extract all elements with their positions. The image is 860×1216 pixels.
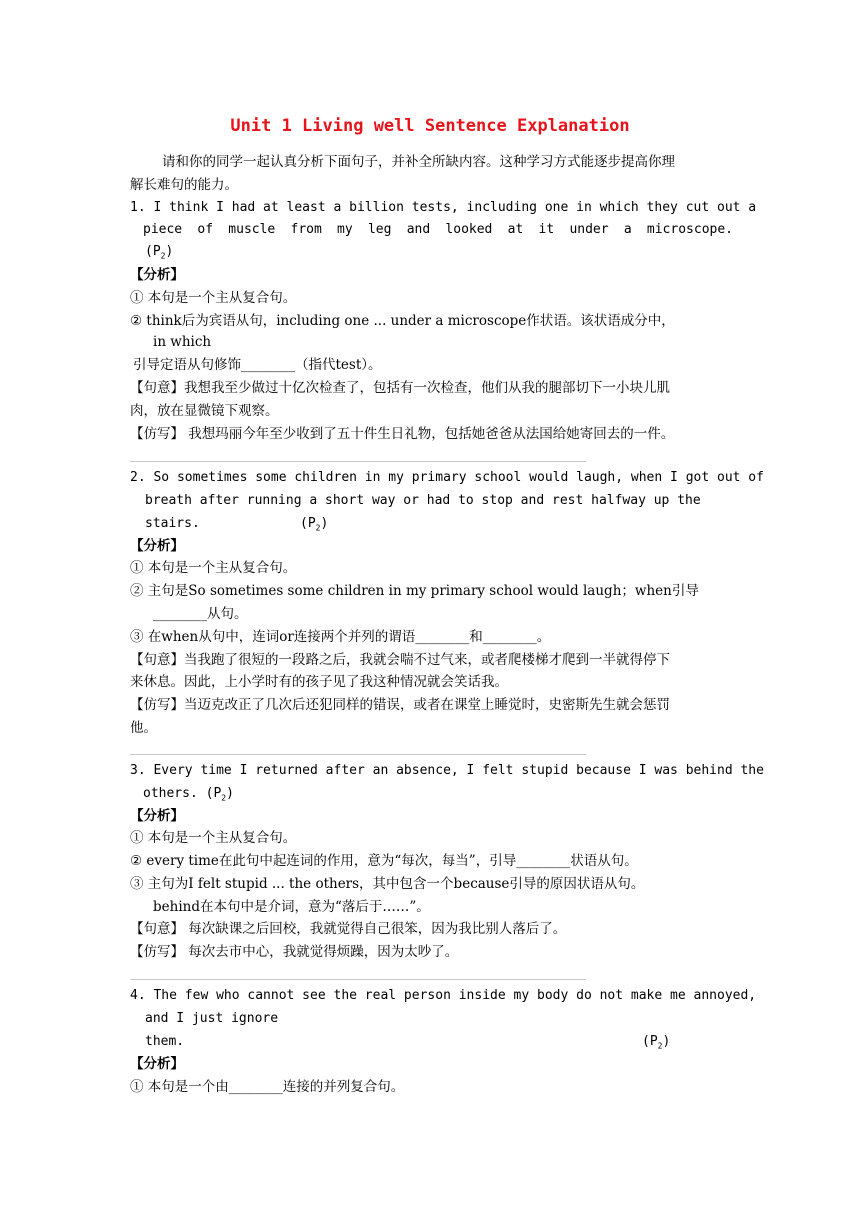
s1-analysis-4: 引导定语从句修饰________（指代test）。 [133, 357, 382, 373]
s2-analysis-4: ③ 在when从句中，连词or连接两个并列的谓语________和________。 [130, 629, 551, 645]
s1-analysis-heading: 【分析】 [130, 267, 184, 283]
s1-analysis-3: in which [153, 334, 212, 350]
divider-2 [130, 754, 586, 755]
s1-page-ref: $(P_2)$ [145, 244, 174, 261]
s2-meaning-2: 来休息。因此，上小学时有的孩子见了我这种情况就会笑话我。 [130, 674, 508, 690]
s2-analysis-1: ① 本句是一个主从复合句。 [130, 560, 297, 576]
s1-analysis-2: ② think后为宾语从句，including one ... under a microscope作状语。该状语成分中， [130, 313, 675, 329]
s2-imitate-2: 他。 [130, 720, 157, 736]
intro-line-2: 解长难句的能力。 [130, 177, 238, 193]
s2-analysis-2: ② 主句是So sometimes some children in my primary school would laugh；when引导 [130, 583, 699, 599]
s1-analysis-1: ① 本句是一个主从复合句。 [130, 290, 297, 306]
document-title: Unit 1 Living well Sentence Explanation [230, 116, 630, 136]
s4-sentence-line-1: 4. The few who cannot see the real person inside my body do not make me annoyed, [130, 988, 757, 1003]
s2-meaning: 【句意】当我跑了很短的一段路之后，我就会喘不过气来，或者爬楼梯才爬到一半就得停下 [130, 652, 670, 668]
s1-sentence-line-1: 1. I think I had at least a billion tests, including one in which they cut out a [130, 200, 757, 215]
s3-analysis-3: ③ 主句为I felt stupid ... the others，其中包含一个because引导的原因状语从句。 [130, 876, 645, 892]
s3-analysis-heading: 【分析】 [130, 808, 184, 824]
s3-sentence-line-1: 3. Every time I returned after an absence, I felt stupid because I was behind the [130, 763, 764, 778]
divider-1 [130, 461, 586, 462]
s1-imitate: 【仿写】 我想玛丽今年至少收到了五十件生日礼物，包括她爸爸从法国给她寄回去的一件。 [130, 426, 675, 442]
s1-sentence-line-2: piece of muscle from my leg and looked at it under a microscope. [143, 222, 733, 237]
s2-analysis-3: ________从句。 [153, 606, 248, 622]
s3-sentence-line-2: others. $(P_2)$ [143, 786, 234, 803]
intro-line-1: 请和你的同学一起认真分析下面句子，并补全所缺内容。这种学习方式能逐步提高你理 [162, 154, 675, 170]
s1-meaning-2: 肉，放在显微镜下观察。 [130, 403, 279, 419]
s2-sentence-line-1: 2. So sometimes some children in my primary school would laugh, when I got out of [130, 470, 764, 485]
s3-analysis-4: behind在本句中是介词，意为“落后于……”。 [153, 899, 430, 915]
divider-3 [130, 979, 586, 980]
s3-meaning: 【句意】 每次缺课之后回校，我就觉得自己很笨，因为我比别人落后了。 [130, 921, 567, 937]
s2-sentence-line-2: breath after running a short way or had to stop and rest halfway up the [145, 493, 701, 508]
s2-analysis-heading: 【分析】 [130, 538, 184, 554]
s2-sentence-line-3: stairs. [145, 516, 200, 531]
s2-page-ref: $(P_2)$ [300, 516, 329, 533]
s1-meaning: 【句意】我想我至少做过十亿次检查了，包括有一次检查，他们从我的腿部切下一小块儿肌 [130, 380, 670, 396]
s1-sentence-line-2-wrap [143, 220, 733, 240]
s3-analysis-1: ① 本句是一个主从复合句。 [130, 830, 297, 846]
s4-sentence-line-2: and I just ignore [145, 1011, 279, 1026]
s3-analysis-2: ② every time在此句中起连词的作用，意为“每次，每当”，引导________状语从句。 [130, 853, 638, 869]
s4-page-ref: $(P_2)$ [642, 1034, 671, 1051]
s3-imitate: 【仿写】 每次去市中心，我就觉得烦躁，因为太吵了。 [130, 944, 459, 960]
s4-sentence-line-3: them. [145, 1034, 185, 1049]
s4-analysis-1: ① 本句是一个由________连接的并列复合句。 [130, 1079, 405, 1095]
s4-analysis-heading: 【分析】 [130, 1056, 184, 1072]
s2-imitate: 【仿写】当迈克改正了几次后还犯同样的错误，或者在课堂上睡觉时，史密斯先生就会惩罚 [130, 697, 670, 713]
